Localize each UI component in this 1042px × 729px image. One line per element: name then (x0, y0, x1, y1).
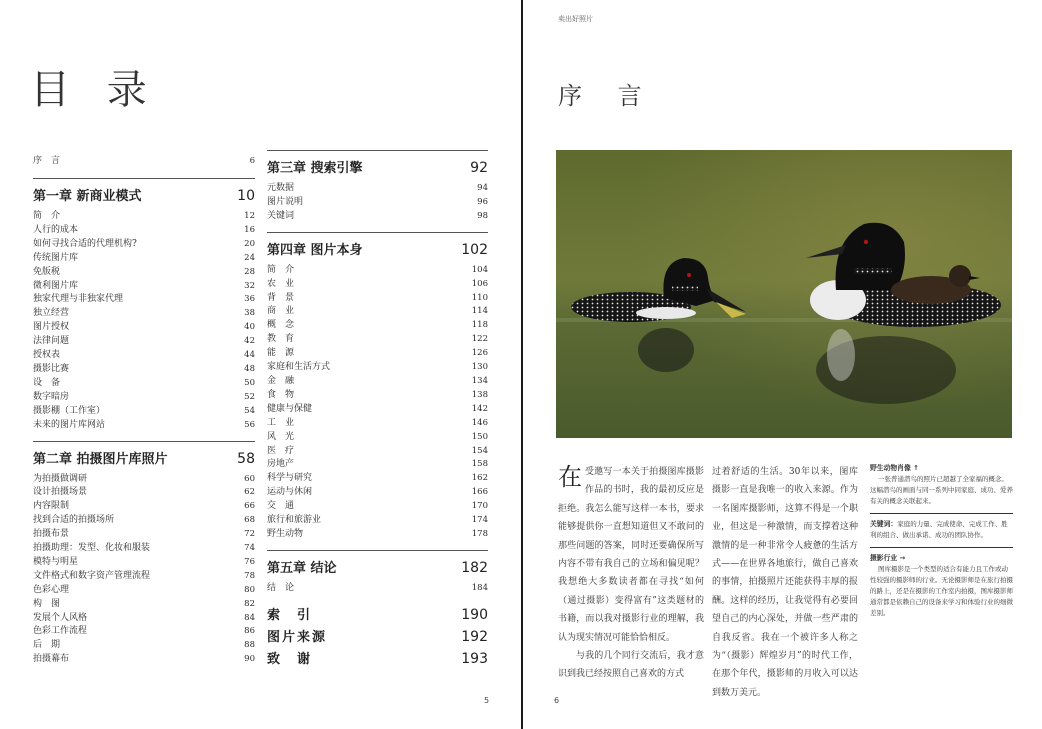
caption-heading: 野生动物肖像 ↑ (870, 464, 919, 472)
toc-chapter-heading[interactable] (267, 550, 488, 576)
toc-end-entry[interactable] (267, 626, 488, 645)
toc-entry[interactable] (33, 639, 255, 653)
toc-entry-page: 118 (471, 320, 488, 331)
toc-entry-page: 78 (244, 570, 255, 581)
toc-entry[interactable] (33, 363, 255, 377)
toc-entry-label: 人行的成本 (33, 224, 79, 235)
toc-entry-page: 134 (471, 375, 488, 386)
toc-entry[interactable] (267, 319, 488, 333)
toc-entry-page: 52 (244, 391, 255, 402)
toc-entry-label: 构 图 (33, 598, 61, 609)
toc-entry-label: 健康与保健 (267, 403, 313, 414)
toc-chapter (267, 150, 488, 224)
toc-entry-page: 76 (244, 556, 255, 567)
toc-entry-label: 背 景 (267, 292, 295, 303)
toc-entry-page: 126 (471, 348, 488, 359)
toc-entry[interactable] (267, 333, 488, 347)
toc-entry-page: 162 (471, 473, 488, 484)
end-entry-label: 图片来源 (267, 629, 328, 645)
toc-entry-page: 146 (471, 417, 488, 428)
toc-entry-page: 74 (244, 543, 255, 554)
toc-entry-label: 概 念 (267, 320, 295, 331)
toc-entry-label: 交 通 (267, 501, 295, 512)
toc-entry-label: 关键词 (267, 210, 295, 221)
toc-entry[interactable] (267, 361, 488, 375)
toc-entry-page: 56 (244, 419, 255, 430)
toc-entry-page: 170 (471, 501, 488, 512)
caption-text: 一张普通潜鸟的照片已超越了全家福的概念。这幅潜鸟的画面与同一系列中同家庭、成功、爱养有关的概念关联起来。 (870, 475, 1013, 505)
toc-entry-page: 114 (471, 306, 488, 317)
toc-entry-page: 110 (471, 292, 488, 303)
end-entry-label: 致 谢 (267, 651, 313, 667)
toc-entry[interactable] (267, 458, 488, 472)
toc-entry[interactable] (33, 584, 255, 598)
toc-entry-label: 野生动物 (267, 528, 304, 539)
toc-entry-label: 独家代理与非独家代理 (33, 294, 124, 305)
toc-entry-page: 98 (477, 210, 488, 221)
page-number-left: 5 (484, 696, 490, 705)
toc-entry-label: 内容限制 (33, 501, 70, 512)
toc-entry-label: 拍摄幕布 (33, 654, 70, 665)
toc-entry[interactable] (33, 405, 255, 419)
toc-entry-label: 色彩心理 (33, 584, 70, 595)
toc-entry[interactable] (33, 307, 255, 321)
toc-entry-label: 风 光 (267, 431, 295, 442)
book-spine (521, 0, 523, 729)
toc-entry[interactable] (267, 528, 488, 542)
toc-entry[interactable] (267, 445, 488, 459)
toc-entry-page: 42 (244, 336, 255, 347)
toc-entry-page: 106 (471, 278, 488, 289)
toc-entry-page: 178 (471, 528, 488, 539)
toc-entry-label: 运动与休闲 (267, 487, 313, 498)
toc-entry[interactable] (33, 612, 255, 626)
chapter-page: 10 (237, 188, 255, 204)
chapter-page: 92 (470, 160, 488, 176)
toc-entry-page: 96 (477, 196, 488, 207)
keywords-text: 家庭的力量、完成使命、完成工作、胜利的组合、做出承诺、成功的团队协作。 (870, 520, 1008, 539)
toc-entry[interactable] (267, 472, 488, 486)
end-entry-page: 192 (461, 628, 488, 645)
toc-entry-label: 简 介 (267, 264, 295, 275)
toc-entry-page: 12 (244, 211, 255, 221)
chapter-title: 第二章 拍摄图片库照片 (33, 451, 168, 467)
toc-entry-page: 32 (244, 280, 255, 291)
toc-entry-label: 医 疗 (267, 445, 295, 456)
toc-entry-label: 序 言 (33, 156, 61, 166)
toc-entry-page: 48 (244, 363, 255, 374)
industry-heading: 摄影行业 → (870, 554, 906, 562)
toc-entry-label: 找到合适的拍摄场所 (33, 515, 115, 526)
toc-entry-label: 数字暗房 (33, 391, 70, 402)
end-entry-page: 190 (461, 606, 488, 623)
toc-entry-label: 农 业 (267, 278, 295, 289)
toc-entry-page: 6 (249, 156, 255, 166)
toc-chapter-heading[interactable] (267, 232, 488, 258)
toc-entry-label: 免版税 (33, 266, 61, 277)
toc-entry-label: 金 融 (267, 375, 295, 386)
toc-entry-label: 设 备 (33, 377, 61, 388)
toc-entry[interactable] (267, 278, 488, 292)
toc-chapter (267, 550, 488, 596)
toc-entry[interactable] (33, 528, 255, 542)
toc-entry-label: 模特与明星 (33, 556, 79, 567)
toc-entry[interactable] (33, 238, 255, 252)
toc-entry-page: 38 (244, 308, 255, 319)
toc-entry[interactable] (267, 582, 488, 596)
toc-chapter-heading[interactable] (267, 150, 488, 176)
toc-entry[interactable] (33, 252, 255, 266)
toc-entry[interactable] (267, 403, 488, 417)
toc-entry-page: 174 (471, 515, 488, 526)
toc-entry-page: 72 (244, 529, 255, 540)
toc-column-right (267, 150, 488, 667)
industry-text: 图库摄影是一个类型的适合有能力且工作或动性较强的摄影师的行业。无论摄影师是在旅行拍摄的路上，还是在摄影的工作室内拍摄，图库摄影师通常都是依赖自己的设备来学习和体验行业的细微差别。 (870, 565, 1013, 617)
toc-end-entry[interactable] (267, 648, 488, 667)
preface-paragraph-3: 过着舒适的生活。30年以来，图库摄影一直是我唯一的收入来源。作为一名图库摄影师，这算不得是一个职业，但这是一种激情，而支撑着这种激情的是一种非常令人疲惫的生活方式——在世界各地旅行，做自己喜欢的事情，拍摄照片还能获得丰厚的报酬。这样的经历，让我觉得有必要回望自己的内心深处，并做一些严肃的自我反省。我在一个被许多人称之为“（摄影）辉煌岁月”的时代工作，在那个年代，摄影师的月收入可以达到数万美元。 (712, 467, 858, 698)
toc-chapter-heading[interactable] (33, 441, 255, 467)
toc-entry-label: 设计拍摄场景 (33, 487, 88, 498)
preface-title: 序 言 (558, 82, 656, 110)
toc-entry[interactable] (33, 377, 255, 391)
toc-end-entry[interactable] (267, 604, 488, 623)
toc-entry[interactable] (267, 486, 488, 500)
toc-entry-page: 36 (244, 294, 255, 305)
toc-entry-label: 图片授权 (33, 322, 70, 333)
chapter-title: 第四章 图片本身 (267, 242, 363, 258)
toc-entry-page: 154 (471, 445, 488, 456)
chapter-title: 第一章 新商业模式 (33, 189, 142, 204)
chapter-page: 102 (461, 241, 488, 258)
toc-entry[interactable] (267, 347, 488, 361)
toc-entry-page: 122 (471, 334, 488, 345)
chapter-page: 58 (237, 450, 255, 467)
toc-entry-page: 80 (244, 584, 255, 595)
toc-entry-label: 传统图片库 (33, 252, 79, 263)
toc-entry-preface[interactable] (33, 155, 255, 167)
toc-entry[interactable] (33, 514, 255, 528)
toc-entry-page: 50 (244, 377, 255, 388)
toc-entry-page: 104 (471, 264, 488, 275)
toc-entry[interactable] (267, 196, 488, 210)
toc-column-left (33, 155, 255, 675)
toc-entry-label: 拍摄助理：发型、化妆和服装 (33, 543, 151, 554)
toc-entry[interactable] (33, 280, 255, 294)
keywords-heading: 关键词： (870, 520, 898, 528)
toc-entry[interactable] (267, 305, 488, 319)
toc-entry[interactable] (33, 500, 255, 514)
toc-entry[interactable] (267, 264, 488, 278)
toc-entry-label: 后 期 (33, 640, 61, 651)
toc-entry-page: 82 (244, 598, 255, 609)
toc-entry-label: 简 介 (33, 211, 61, 221)
preface-paragraph-1: 受邀写一本关于拍摄图库摄影作品的书时，我的最初反应是拒绝。我怎么能写这样一本书，要求能够提供你一直想知道但又不敢问的那些问题的答案，同时还要确保所写内容不带有我自己的立场和偏见呢？我想绝大多数读者都在寻找“如何（通过摄影）变得富有”这类题材的书籍，而以我对摄影行业的理解，我认为现实情况可能恰恰相反。 (558, 467, 704, 643)
toc-entry-page: 68 (244, 515, 255, 526)
toc-entry-label: 食 物 (267, 389, 295, 400)
toc-entry-page: 158 (471, 459, 488, 470)
toc-entry-page: 166 (471, 487, 488, 498)
toc-entry-page: 44 (244, 350, 255, 361)
toc-entry-label: 法律问题 (33, 336, 70, 347)
toc-entry-label: 结 论 (267, 582, 295, 593)
toc-entry-page: 16 (244, 224, 255, 235)
toc-entry-label: 科学与研究 (267, 473, 313, 484)
toc-entry-label: 工 业 (267, 417, 295, 428)
toc-entry-page: 138 (471, 389, 488, 400)
toc-entry-label: 文件格式和数字资产管理流程 (33, 570, 151, 581)
toc-entry[interactable] (33, 321, 255, 335)
toc-entry[interactable] (267, 514, 488, 528)
sidebar-notes (870, 463, 1013, 625)
toc-entry-page: 94 (477, 183, 488, 193)
toc-entry[interactable] (33, 349, 255, 363)
toc-entry[interactable] (33, 598, 255, 612)
chapter-title: 第五章 结论 (267, 560, 337, 576)
toc-entry[interactable] (33, 210, 255, 224)
chapter-title: 第三章 搜索引擎 (267, 161, 363, 176)
toc-entry-label: 如何寻找合适的代理机构? (33, 238, 137, 249)
toc-entry[interactable] (267, 182, 488, 196)
toc-entry[interactable] (267, 210, 488, 224)
toc-entry[interactable] (33, 293, 255, 307)
toc-entry-page: 130 (471, 362, 488, 373)
toc-entry[interactable] (267, 292, 488, 306)
toc-entry[interactable] (267, 375, 488, 389)
preface-text-column-1 (558, 463, 704, 684)
toc-entry[interactable] (33, 391, 255, 405)
toc-chapter (33, 178, 255, 433)
toc-entry-page: 86 (244, 626, 255, 637)
toc-entry-page: 40 (244, 322, 255, 333)
toc-entry[interactable] (33, 419, 255, 433)
toc-entry-label: 元数据 (267, 183, 295, 193)
toc-entry[interactable] (33, 542, 255, 556)
toc-entry-label: 未来的图片库网站 (33, 419, 106, 430)
toc-entry-label: 拍摄布景 (33, 529, 70, 540)
toc-entry[interactable] (33, 570, 255, 584)
toc-entry-label: 商 业 (267, 306, 295, 317)
toc-entry-page: 54 (244, 405, 255, 416)
toc-entry-page: 60 (244, 473, 255, 484)
loons-photo (556, 150, 1012, 438)
toc-entry-page: 90 (244, 654, 255, 665)
toc-entry-label: 家庭和生活方式 (267, 362, 331, 373)
toc-entry-label: 教 育 (267, 334, 295, 345)
toc-entry-label: 房地产 (267, 459, 295, 470)
sidebar-divider (870, 513, 1013, 514)
toc-entry-page: 62 (244, 487, 255, 498)
toc-entry-label: 为拍摄做调研 (33, 473, 88, 484)
toc-entry-page: 150 (471, 431, 488, 442)
toc-entry[interactable] (33, 473, 255, 487)
toc-entry-label: 图片说明 (267, 196, 304, 207)
toc-entry[interactable] (267, 500, 488, 514)
end-entry-page: 193 (461, 650, 488, 667)
drop-cap: 在 (558, 463, 582, 491)
preface-text-column-2 (712, 463, 858, 702)
sidebar-divider (870, 547, 1013, 548)
toc-entry-label: 摄影比赛 (33, 363, 70, 374)
toc-entry-page: 66 (244, 501, 255, 512)
toc-entry[interactable] (33, 556, 255, 570)
toc-entry[interactable] (267, 389, 488, 403)
toc-entry[interactable] (267, 431, 488, 445)
chapter-page: 182 (461, 559, 488, 576)
toc-entry-page: 28 (244, 266, 255, 277)
toc-chapter (267, 232, 488, 542)
toc-entry-page: 184 (471, 582, 488, 593)
toc-entry[interactable] (33, 335, 255, 349)
toc-entry[interactable] (33, 653, 255, 667)
page-number-right: 6 (554, 696, 560, 705)
toc-entry-label: 能 源 (267, 348, 295, 359)
toc-entry-page: 142 (471, 403, 488, 414)
toc-entry-page: 20 (244, 238, 255, 249)
toc-entry[interactable] (33, 266, 255, 280)
toc-entry-label: 微利图片库 (33, 280, 79, 291)
toc-entry-label: 独立经营 (33, 308, 70, 319)
toc-entry-label: 色彩工作流程 (33, 626, 88, 637)
toc-entry-label: 旅行和旅游业 (267, 515, 322, 526)
toc-entry-page: 84 (244, 612, 255, 623)
toc-chapter-heading[interactable] (33, 178, 255, 204)
toc-entry-label: 摄影棚（工作室） (33, 405, 106, 416)
toc-entry[interactable] (33, 486, 255, 500)
toc-chapter (33, 441, 255, 668)
end-entry-label: 索 引 (267, 607, 313, 623)
toc-entry-label: 发展个人风格 (33, 612, 88, 623)
toc-entry[interactable] (267, 417, 488, 431)
toc-entry[interactable] (33, 224, 255, 238)
toc-entry-page: 88 (244, 640, 255, 651)
toc-entry-page: 24 (244, 252, 255, 263)
preface-paragraph-2: 与我的几个同行交流后，我才意识到我已经按照自己喜欢的方式 (558, 651, 704, 680)
toc-entry[interactable] (33, 625, 255, 639)
toc-title: 目 录 (30, 67, 159, 113)
running-head: 卖出好照片 (558, 15, 593, 23)
toc-entry-label: 授权表 (33, 350, 61, 361)
